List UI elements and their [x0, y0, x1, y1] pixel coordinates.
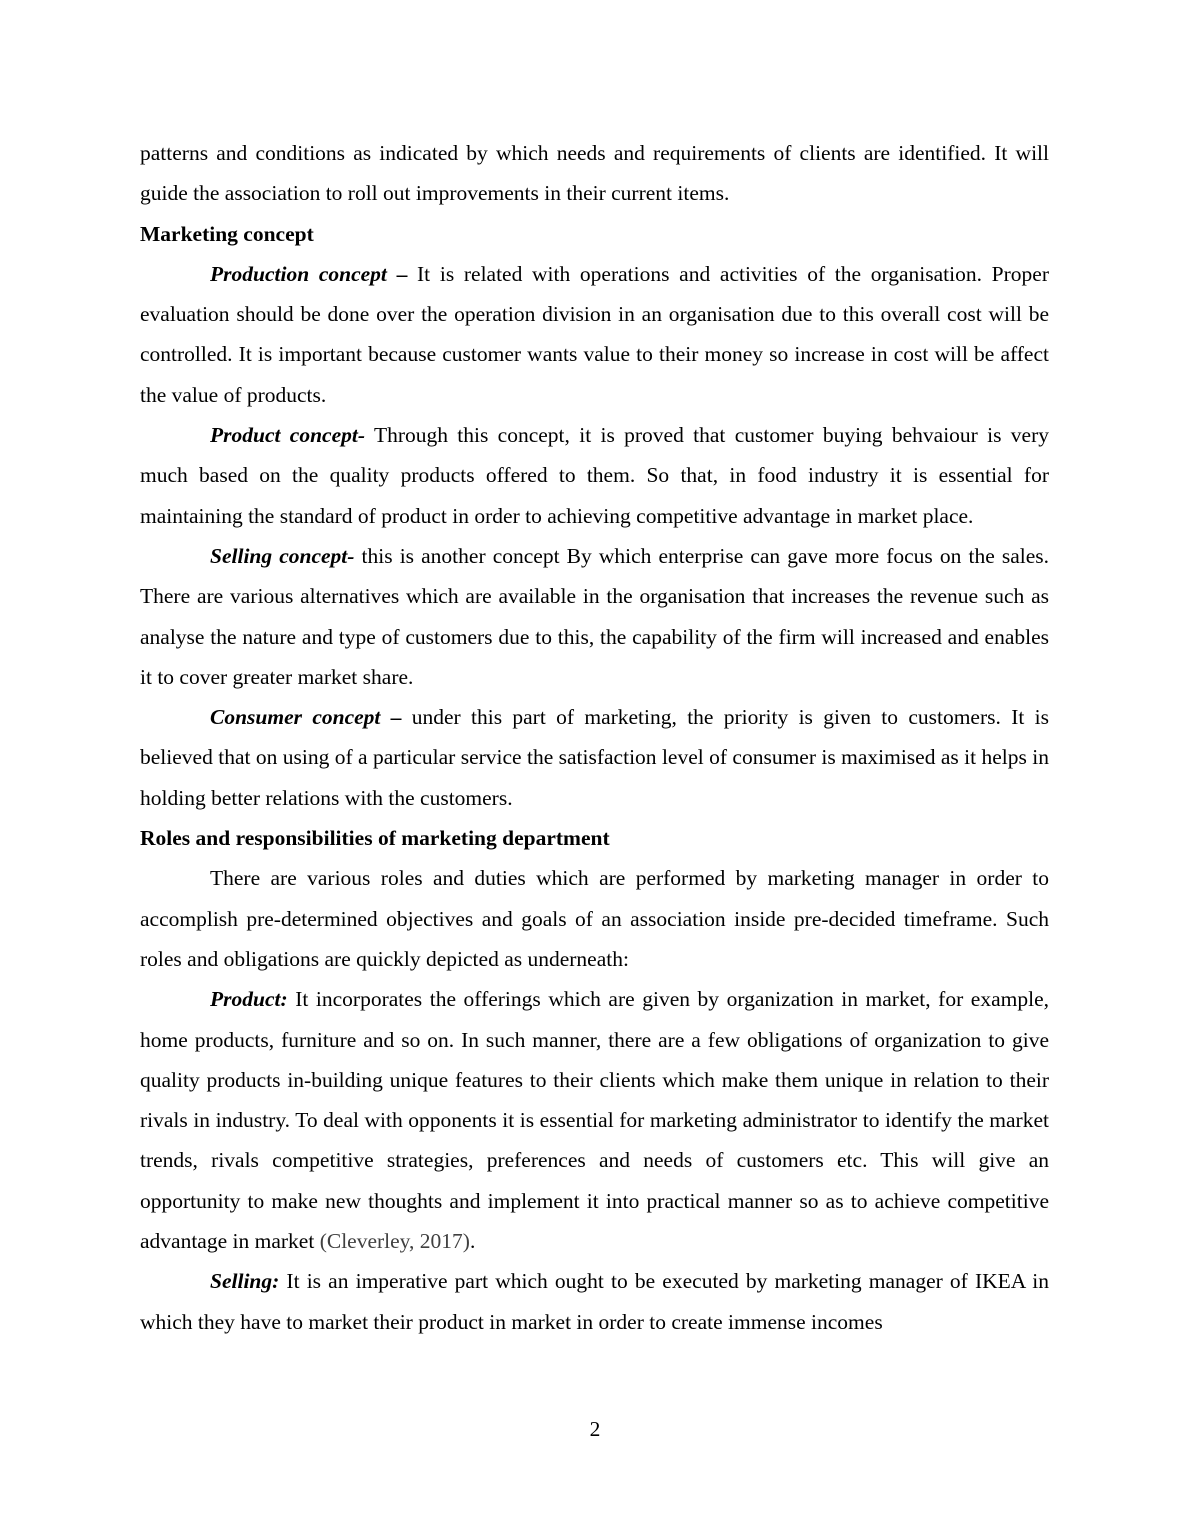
selling-concept-text: this is another concept By which enterprise can gave more focus on the sales. There are various alternatives which are available in the organisation that increases the revenue such as analyse the nature and type of customers due to this, the capability of the firm will increased and enables it to cover greater market share.	[140, 543, 1049, 689]
product-text: It incorporates the offerings which are given by organization in market, for example, home products, furniture and so on. In such manner, there are a few obligations of organization to give quality products in-building unique features to their clients which make them unique in relation to their rivals in industry. To deal with opponents it is essential for marketing administrator to identify the market trends, rivals competitive strategies, preferences and needs of customers etc. This will give an opportunity to make new thoughts and implement it into practical manner so as to achieve competitive advantage in market	[140, 987, 1049, 1254]
citation: (Cleverley, 2017)	[319, 1229, 470, 1254]
selling-concept-paragraph	[140, 536, 1049, 697]
consumer-concept-term: Consumer concept	[210, 705, 381, 730]
roles-intro-paragraph	[140, 858, 1049, 979]
product-term: Product:	[210, 987, 288, 1012]
product-concept-text: Through this concept, it is proved that customer buying behvaiour is very much based on the quality products offered to them. So that, in food industry it is essential for maintaining the standard of product in order to achieving competitive advantage in market place.	[140, 423, 1049, 528]
intro-text: patterns and conditions as indicated by which needs and requirements of clients are identified. It will guide the association to roll out improvements in their current items.	[140, 141, 1049, 206]
product-concept-term: Product concept-	[210, 423, 366, 448]
selling-concept-term: Selling concept-	[210, 543, 355, 568]
marketing-concept-heading: Marketing concept	[140, 221, 314, 246]
selling-term: Selling:	[210, 1269, 280, 1294]
product-paragraph	[140, 979, 1049, 1261]
selling-text: It is an imperative part which ought to be executed by marketing manager of IKEA in which they have to market their product in market in order to create immense incomes	[140, 1269, 1049, 1334]
document-page	[140, 133, 1049, 1342]
selling-paragraph	[140, 1261, 1049, 1342]
consumer-concept-text: under this part of marketing, the priority is given to customers. It is believed that on using of a particular service the satisfaction level of consumer is maximised as it helps in holding better relations with the customers.	[140, 705, 1049, 810]
roles-heading: Roles and responsibilities of marketing department	[140, 826, 610, 851]
production-concept-dash: –	[386, 261, 408, 286]
production-concept-paragraph	[140, 254, 1049, 415]
consumer-concept-paragraph	[140, 697, 1049, 818]
consumer-concept-dash: –	[380, 705, 402, 730]
product-end: .	[469, 1229, 476, 1254]
page-number: 2	[589, 1417, 601, 1441]
intro-paragraph	[140, 133, 1049, 214]
production-concept-term: Production concept	[210, 261, 387, 286]
production-concept-text: It is related with operations and activities of the organisation. Proper evaluation should be done over the operation division in an organisation due to this overall cost will be controlled. It is important because customer wants value to their money so increase in cost will be affect the value of products.	[140, 261, 1049, 407]
roles-intro-text: There are various roles and duties which are performed by marketing manager in order to accomplish pre-determined objectives and goals of an association inside pre-decided timeframe. Such roles and obligations are quickly depicted as underneath:	[140, 866, 1049, 971]
product-concept-paragraph	[140, 415, 1049, 536]
